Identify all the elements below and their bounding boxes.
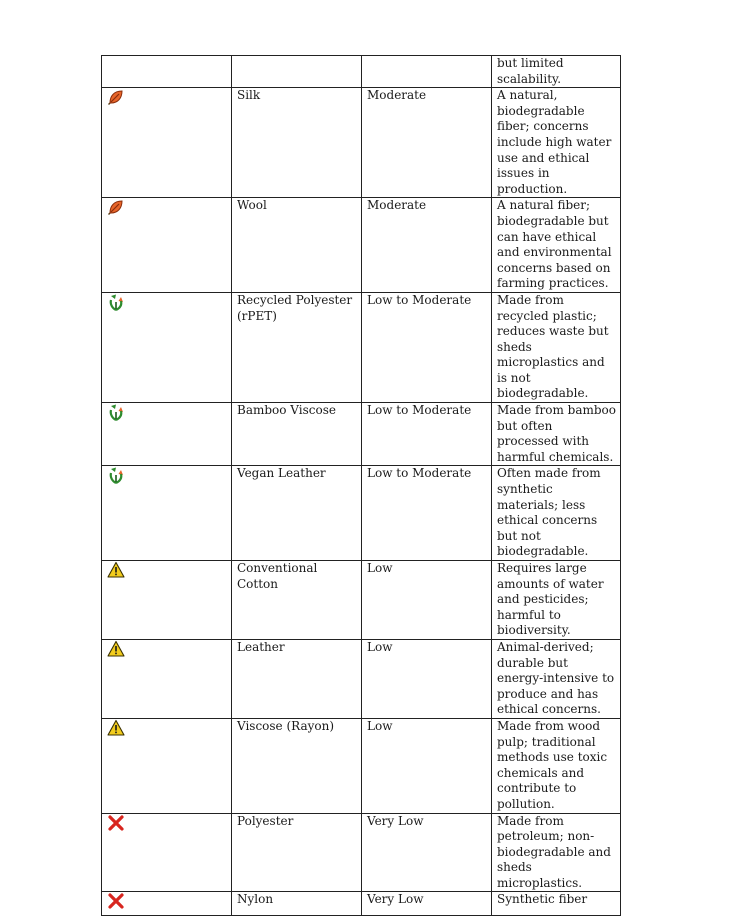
material-cell: Viscose (Rayon): [232, 718, 362, 813]
material-cell: Nylon: [232, 892, 362, 916]
material-cell: [232, 56, 362, 88]
table-row: [102, 88, 621, 198]
warning-icon: [107, 561, 125, 579]
rating-cell: Low: [362, 718, 492, 813]
leaf-icon: [107, 88, 125, 106]
material-cell: Leather: [232, 639, 362, 718]
icon-cell: [102, 403, 232, 466]
note-cell: Animal-derived; durable but energy-intensive to produce and has ethical concerns.: [492, 639, 621, 718]
icon-cell: [102, 561, 232, 640]
table-row: [102, 718, 621, 813]
icon-cell: [102, 813, 232, 892]
note-cell: Made from wood pulp; traditional methods use toxic chemicals and contribute to pollution.: [492, 718, 621, 813]
rating-cell: Very Low: [362, 892, 492, 916]
material-cell: Bamboo Viscose: [232, 403, 362, 466]
rating-cell: Low: [362, 561, 492, 640]
document-page: [101, 55, 620, 916]
material-cell: Wool: [232, 198, 362, 293]
icon-cell: [102, 892, 232, 916]
material-cell: Conventional Cotton: [232, 561, 362, 640]
table-row: [102, 403, 621, 466]
recycle-icon: [107, 293, 125, 311]
icon-cell: [102, 466, 232, 561]
rating-cell: Low to Moderate: [362, 466, 492, 561]
material-cell: Silk: [232, 88, 362, 198]
icon-cell: [102, 292, 232, 402]
leaf-icon: [107, 198, 125, 216]
rating-cell: [362, 56, 492, 88]
rating-cell: Very Low: [362, 813, 492, 892]
materials-sustainability-table: [101, 55, 621, 916]
rating-cell: Low: [362, 639, 492, 718]
rating-cell: Low to Moderate: [362, 292, 492, 402]
table-row: [102, 466, 621, 561]
table-row: [102, 292, 621, 402]
recycle-icon: [107, 403, 125, 421]
warning-icon: [107, 719, 125, 737]
table-row: [102, 813, 621, 892]
icon-cell: [102, 639, 232, 718]
table-row: [102, 56, 621, 88]
cross-icon: [107, 814, 125, 832]
note-cell: Requires large amounts of water and pesticides; harmful to biodiversity.: [492, 561, 621, 640]
icon-cell: [102, 56, 232, 88]
note-cell: but limited scalability.: [492, 56, 621, 88]
table-row: [102, 892, 621, 916]
table-row: [102, 198, 621, 293]
note-cell: Made from bamboo but often processed with harmful chemicals.: [492, 403, 621, 466]
icon-cell: [102, 718, 232, 813]
material-cell: Polyester: [232, 813, 362, 892]
rating-cell: Moderate: [362, 88, 492, 198]
note-cell: Often made from synthetic materials; less ethical concerns but not biodegradable.: [492, 466, 621, 561]
note-cell: Synthetic fiber: [492, 892, 621, 916]
note-cell: A natural fiber; biodegradable but can have ethical and environmental concerns based on farming practices.: [492, 198, 621, 293]
table-row: [102, 561, 621, 640]
cross-icon: [107, 892, 125, 910]
note-cell: Made from petroleum; non-biodegradable and sheds microplastics.: [492, 813, 621, 892]
warning-icon: [107, 640, 125, 658]
icon-cell: [102, 88, 232, 198]
note-cell: A natural, biodegradable fiber; concerns include high water use and ethical issues in production.: [492, 88, 621, 198]
icon-cell: [102, 198, 232, 293]
material-cell: Recycled Polyester (rPET): [232, 292, 362, 402]
table-row: [102, 639, 621, 718]
recycle-icon: [107, 466, 125, 484]
rating-cell: Moderate: [362, 198, 492, 293]
rating-cell: Low to Moderate: [362, 403, 492, 466]
material-cell: Vegan Leather: [232, 466, 362, 561]
note-cell: Made from recycled plastic; reduces waste but sheds microplastics and is not biodegradable.: [492, 292, 621, 402]
